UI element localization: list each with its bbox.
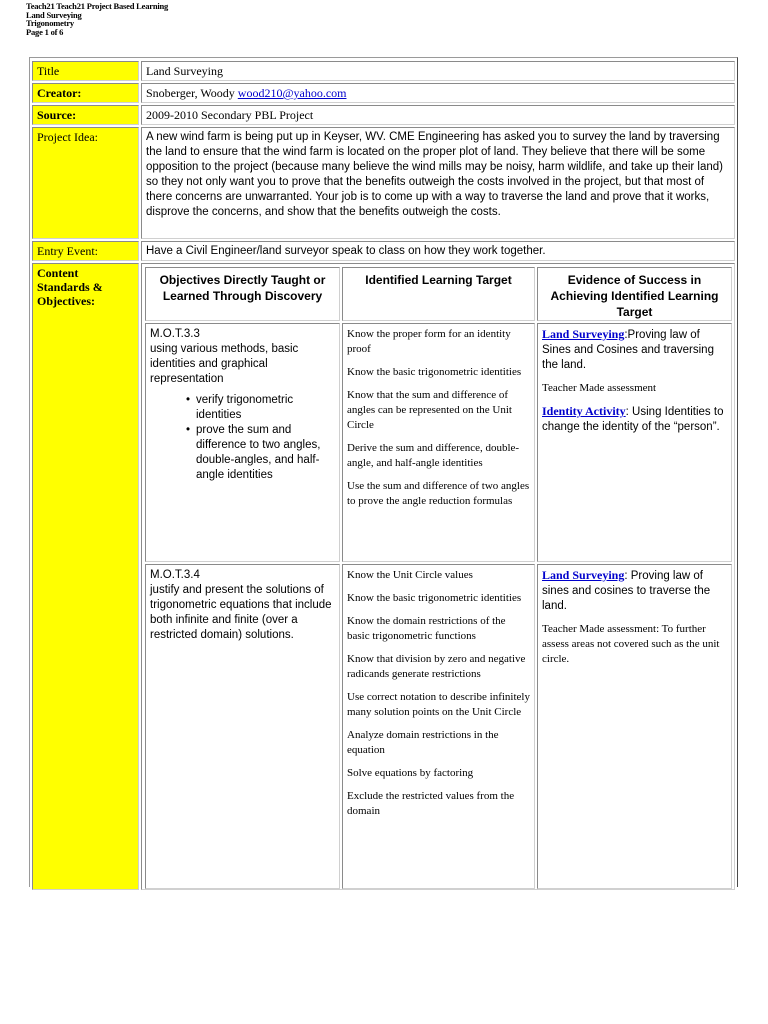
source-value-cell bbox=[141, 105, 735, 125]
target-item: Exclude the restricted values from the domain bbox=[347, 790, 515, 817]
target-item: Know the basic trigonometric identities bbox=[347, 592, 522, 604]
project-idea-label-cell bbox=[32, 127, 139, 239]
evidence-row-1-cell bbox=[537, 323, 732, 562]
project-idea-label: Project Idea: bbox=[37, 130, 98, 144]
objective-bullets-1 bbox=[150, 393, 335, 483]
targets-row-2-cell bbox=[342, 564, 535, 889]
source-label-cell bbox=[32, 105, 139, 125]
target-item: Know the proper form for an identity proof bbox=[347, 328, 511, 355]
evidence-row-2-cell bbox=[537, 564, 732, 889]
project-idea-text: A new wind farm is being put up in Keyser, WV. CME Engineering has asked you to survey the land by traversing the land to ensure that the wind farm is located on the proper plot of land. They believe that there will be some opposition to the project (because many believe the wind mills may be noisy, harm wildlife, and take up their land) so they not only want you to prove that the benefits outweigh the costs involved in the project, but that most of there concerns are unwarranted. Your job is to come up with a way to traverse the land and prove that it works, disprove the concerns, and show that the benefits outweigh the costs. bbox=[146, 131, 724, 218]
targets-row-1-cell bbox=[342, 323, 535, 562]
objective-row-1-cell bbox=[145, 323, 340, 562]
evidence-text-2b: Teacher Made assessment: To further assess areas not covered such as the unit circle. bbox=[542, 623, 720, 665]
target-item: Know that the sum and difference of angles can be represented on the Unit Circle bbox=[347, 389, 512, 431]
content-standards-label: Content Standards & Objectives: bbox=[37, 266, 103, 308]
content-standards-label-cell bbox=[32, 263, 139, 890]
entry-event-value-cell bbox=[141, 241, 735, 261]
target-item: Analyze domain restrictions in the equation bbox=[347, 729, 499, 756]
target-item: Know that division by zero and negative radicands generate restrictions bbox=[347, 653, 526, 680]
header-line-1: Teach21 Teach21 Project Based Learning bbox=[26, 1, 169, 11]
creator-label-cell bbox=[32, 83, 139, 103]
target-item: Know the Unit Circle values bbox=[347, 569, 473, 581]
evidence-text-2a: : Proving law of sines and cosines to traverse the land. bbox=[542, 570, 711, 612]
objectives-header: Objectives Directly Taught or Learned Through Discovery bbox=[159, 273, 326, 303]
objective-code-2: M.O.T.3.4 bbox=[150, 569, 200, 581]
header-line-2: Land Surveying bbox=[26, 9, 82, 20]
entry-event-text: Have a Civil Engineer/land surveyor speak to class on how they work together. bbox=[146, 245, 546, 257]
objective-desc-1: using various methods, basic identities and graphical representation bbox=[150, 343, 299, 385]
evidence-header: Evidence of Success in Achieving Identified Learning Target bbox=[550, 273, 719, 319]
target-item: Know the basic trigonometric identities bbox=[347, 366, 522, 378]
target-item: Use the sum and difference of two angles to prove the angle reduction formulas bbox=[347, 480, 530, 507]
content-standards-value-cell bbox=[141, 263, 735, 890]
source-value: 2009-2010 Secondary PBL Project bbox=[146, 108, 314, 122]
evidence-text-1a: :Proving law of Sines and Cosines and traversing the land. bbox=[542, 329, 714, 371]
project-table bbox=[29, 57, 738, 887]
entry-event-label: Entry Event: bbox=[37, 244, 98, 258]
bullet-item: • prove the sum and difference to two angles, double-angles, and half-angle identities bbox=[186, 423, 335, 483]
target-item: Know the domain restrictions of the basic trigonometric functions bbox=[347, 615, 506, 642]
header-line-3: Trigonometry bbox=[26, 18, 74, 29]
source-label: Source: bbox=[37, 108, 77, 122]
targets-header-cell bbox=[342, 267, 535, 321]
target-item: Derive the sum and difference, double-angle, and half-angle identities bbox=[347, 442, 520, 469]
target-item: Solve equations by factoring bbox=[347, 767, 474, 779]
evidence-text-1b: Teacher Made assessment bbox=[542, 382, 657, 394]
project-idea-value-cell bbox=[141, 127, 735, 239]
title-label-cell bbox=[32, 61, 139, 81]
identity-activity-link[interactable]: Identity Activity bbox=[542, 404, 626, 418]
title-label: Title bbox=[37, 64, 60, 78]
page-header bbox=[26, 2, 426, 36]
land-surveying-link-2[interactable]: Land Surveying bbox=[542, 568, 625, 582]
objective-desc-2: justify and present the solutions of trigonometric equations that include both infinite and finite (over a restricted domain) solutions. bbox=[150, 584, 332, 641]
creator-value-cell bbox=[141, 83, 735, 103]
entry-event-label-cell bbox=[32, 241, 139, 261]
creator-email-link[interactable]: wood210@yahoo.com bbox=[237, 86, 347, 100]
title-value-cell bbox=[141, 61, 735, 81]
land-surveying-link-1[interactable]: Land Surveying bbox=[542, 327, 625, 341]
targets-header: Identified Learning Target bbox=[365, 273, 512, 287]
evidence-text-1c: : Using Identities to change the identity of the “person”. bbox=[542, 406, 724, 433]
bullet-item: • verify trigonometric identities bbox=[186, 393, 335, 423]
header-line-4: Page 1 of 6 bbox=[26, 26, 64, 37]
objective-row-2-cell bbox=[145, 564, 340, 889]
target-item: Use correct notation to describe infinitely many solution points on the Unit Circle bbox=[347, 691, 530, 718]
creator-label: Creator: bbox=[37, 86, 82, 100]
title-value: Land Surveying bbox=[146, 64, 223, 78]
evidence-header-cell bbox=[537, 267, 732, 321]
creator-name: Snoberger, Woody bbox=[146, 86, 238, 100]
objective-code-1: M.O.T.3.3 bbox=[150, 328, 200, 340]
objectives-header-cell bbox=[145, 267, 340, 321]
